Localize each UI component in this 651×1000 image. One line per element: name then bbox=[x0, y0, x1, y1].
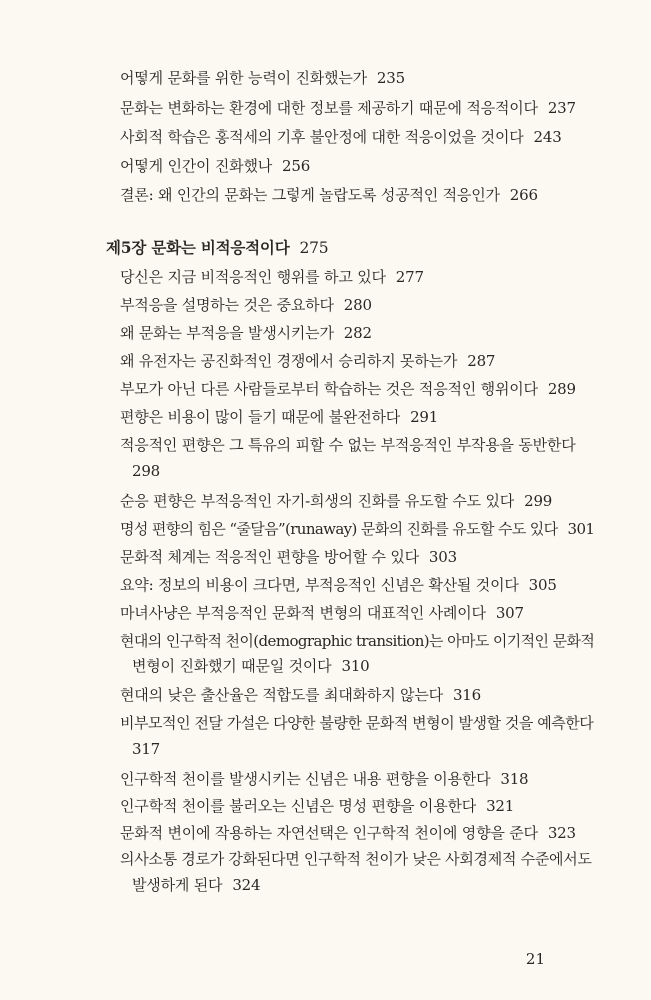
toc-entry-page: 301 bbox=[567, 520, 595, 538]
toc-entry-title: 현대의 낮은 출산율은 적합도를 최대화하지 않는다 bbox=[120, 686, 443, 704]
toc-entry-title: 당신은 지금 비적응적인 행위를 하고 있다 bbox=[120, 268, 386, 286]
page-number: 21 bbox=[525, 950, 545, 968]
toc-entry-page: 282 bbox=[343, 324, 372, 342]
toc-entry bbox=[120, 263, 424, 291]
toc-entry-page: 287 bbox=[467, 352, 496, 370]
toc-entry-page: 324 bbox=[232, 876, 261, 894]
toc-entry-continuation bbox=[132, 457, 160, 485]
toc-entry bbox=[120, 123, 562, 151]
toc-entry-title: 의사소통 경로가 강화된다면 인구학적 천이가 낮은 사회경제적 수준에서도 bbox=[120, 850, 592, 868]
toc-entry bbox=[120, 431, 576, 459]
toc-entry-page: 277 bbox=[395, 268, 424, 286]
toc-entry-title: 편향은 비용이 많이 들기 때문에 불완전하다 bbox=[120, 408, 401, 426]
toc-entry-page: 307 bbox=[495, 604, 524, 622]
toc-entry bbox=[120, 152, 310, 180]
toc-entry-title: 문화적 변이에 작용하는 자연선택은 인구학적 천이에 영향을 준다 bbox=[120, 824, 538, 842]
chapter-title: 제5장 문화는 비적응적이다 bbox=[106, 238, 290, 257]
toc-entry-continuation bbox=[132, 652, 370, 680]
toc-entry bbox=[120, 681, 481, 709]
toc-entry-page: 235 bbox=[376, 69, 405, 87]
toc-entry-page: 323 bbox=[547, 824, 576, 842]
toc-entry-title: 부적응을 설명하는 것은 중요하다 bbox=[120, 296, 334, 314]
toc-entry-title: 문화는 변화하는 환경에 대한 정보를 제공하기 때문에 적응적이다 bbox=[120, 99, 538, 117]
toc-entry-page: 316 bbox=[452, 686, 481, 704]
toc-entry bbox=[120, 571, 557, 599]
toc-entry-title: 결론: 왜 인간의 문화는 그렇게 놀랍도록 성공적인 적응인가 bbox=[120, 186, 500, 204]
toc-entry bbox=[120, 64, 405, 92]
toc-entry bbox=[120, 319, 372, 347]
toc-entry-page: 256 bbox=[282, 157, 311, 175]
toc-entry bbox=[120, 291, 372, 319]
toc-entry-page: 317 bbox=[132, 740, 161, 758]
toc-entry-page: 318 bbox=[500, 770, 529, 788]
toc-entry-page: 280 bbox=[343, 296, 372, 314]
toc-entry-title-cont: 발생하게 된다 bbox=[132, 876, 223, 894]
toc-entry-title: 사회적 학습은 홍적세의 기후 불안정에 대한 적응이었을 것이다 bbox=[120, 128, 524, 146]
toc-entry-title: 왜 문화는 부적응을 발생시키는가 bbox=[120, 324, 334, 342]
toc-entry-page: 298 bbox=[132, 462, 161, 480]
toc-entry-title: 명성 편향의 힘은 “줄달음”(runaway) 문화의 진화를 유도할 수도 있다 bbox=[120, 520, 558, 538]
toc-entry-title: 현대의 인구학적 천이(demographic transition)는 아마도 이기적인 문화적 bbox=[120, 632, 595, 650]
toc-entry-title: 마녀사냥은 부적응적인 문화적 변형의 대표적인 사례이다 bbox=[120, 604, 486, 622]
toc-entry-page: 291 bbox=[410, 408, 439, 426]
toc-entry-title-cont: 변형이 진화했기 때문일 것이다 bbox=[132, 657, 332, 675]
toc-entry bbox=[120, 181, 538, 209]
toc-entry-page: 289 bbox=[547, 380, 576, 398]
toc-entry-continuation bbox=[132, 871, 260, 899]
toc-entry bbox=[120, 543, 457, 571]
toc-entry-title: 어떻게 인간이 진화했나 bbox=[120, 157, 273, 175]
toc-entry bbox=[120, 94, 576, 122]
toc-entry-page: 303 bbox=[428, 548, 457, 566]
toc-entry bbox=[120, 403, 438, 431]
toc-entry bbox=[120, 627, 594, 655]
toc-entry bbox=[120, 819, 576, 847]
toc-entry bbox=[120, 347, 495, 375]
toc-entry-title: 어떻게 문화를 위한 능력이 진화했는가 bbox=[120, 69, 367, 87]
toc-entry-title: 순응 편향은 부적응적인 자기-희생의 진화를 유도할 수도 있다 bbox=[120, 492, 515, 510]
toc-entry-page: 266 bbox=[509, 186, 538, 204]
toc-entry bbox=[120, 765, 528, 793]
toc-entry-page: 310 bbox=[341, 657, 370, 675]
toc-entry-title: 왜 유전자는 공진화적인 경쟁에서 승리하지 못하는가 bbox=[120, 352, 458, 370]
toc-entry-title: 적응적인 편향은 그 특유의 피할 수 없는 부적응적인 부작용을 동반한다 bbox=[120, 436, 576, 454]
toc-entry-page: 237 bbox=[547, 99, 576, 117]
toc-entry bbox=[120, 845, 592, 873]
toc-entry-title: 문화적 체계는 적응적인 편향을 방어할 수 있다 bbox=[120, 548, 419, 566]
toc-entry-title: 인구학적 천이를 발생시키는 신념은 내용 편향을 이용한다 bbox=[120, 770, 491, 788]
toc-entry bbox=[120, 792, 514, 820]
toc-entry-page: 305 bbox=[528, 576, 557, 594]
toc-entry-page: 321 bbox=[486, 797, 515, 815]
toc-entry-page: 299 bbox=[524, 492, 553, 510]
toc-entry bbox=[120, 515, 594, 543]
toc-entry bbox=[120, 375, 576, 403]
toc-entry-title: 비부모적인 전달 가설은 다양한 불량한 문화적 변형이 발생할 것을 예측한다 bbox=[120, 714, 594, 732]
toc-entry bbox=[120, 487, 552, 515]
toc-entry bbox=[120, 599, 524, 627]
toc-entry-continuation bbox=[132, 735, 160, 763]
toc-entry-title: 인구학적 천이를 불러오는 신념은 명성 편향을 이용한다 bbox=[120, 797, 477, 815]
toc-entry-title: 요약: 정보의 비용이 크다면, 부적응적인 신념은 확산될 것이다 bbox=[120, 576, 519, 594]
chapter-heading bbox=[106, 234, 328, 262]
chapter-page: 275 bbox=[299, 239, 329, 257]
toc-entry bbox=[120, 709, 593, 737]
toc-entry-page: 243 bbox=[533, 128, 562, 146]
toc-entry-title: 부모가 아닌 다른 사람들로부터 학습하는 것은 적응적인 행위이다 bbox=[120, 380, 538, 398]
